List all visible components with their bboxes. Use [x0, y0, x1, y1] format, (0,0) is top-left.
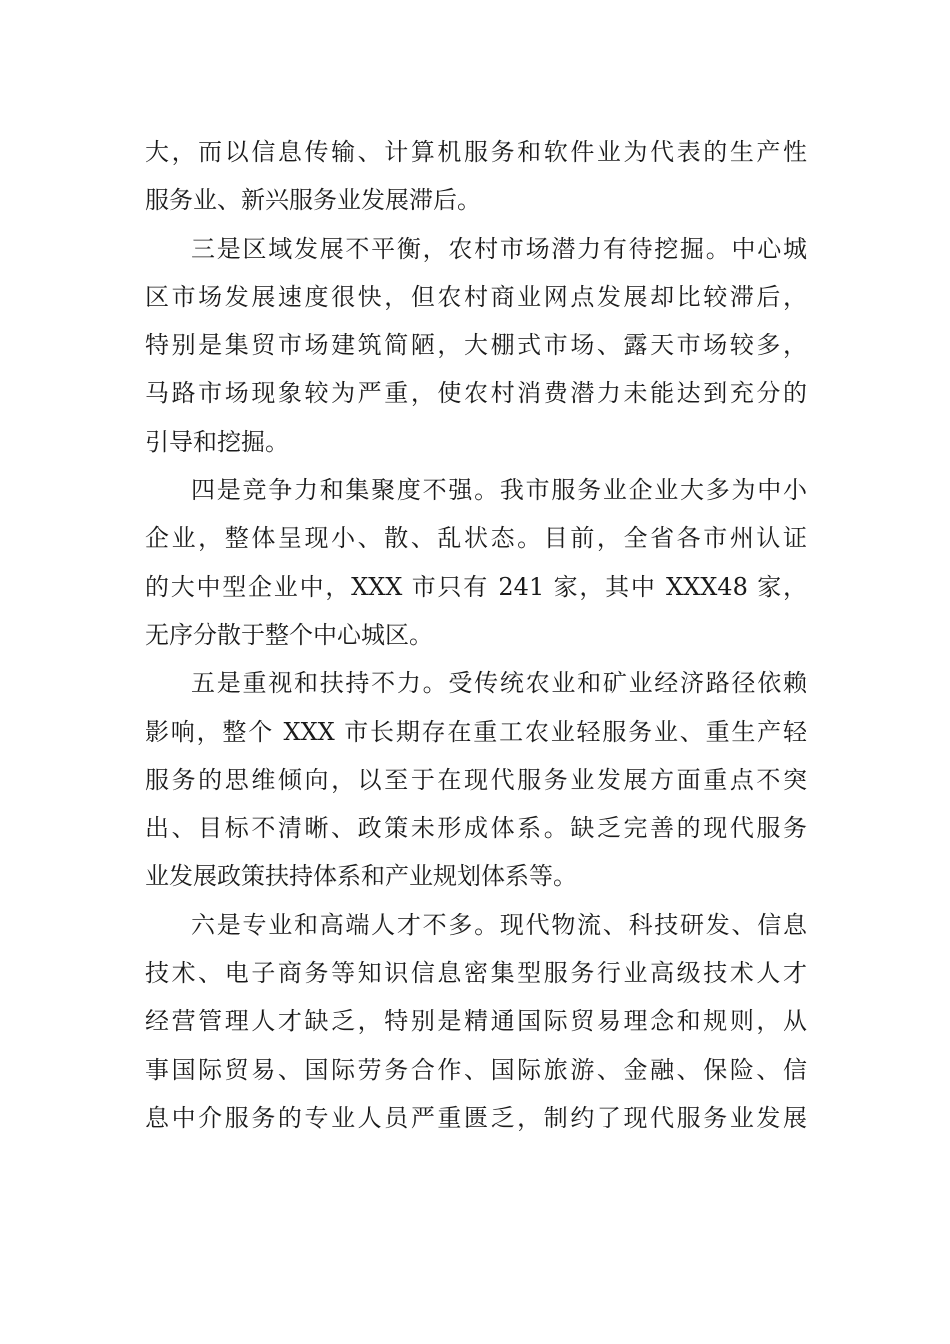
- body-text: [145, 128, 815, 1142]
- text-line: 服务业、新兴服务业发展滞后。: [145, 186, 481, 215]
- text-line: 事国际贸易、国际劳务合作、国际旅游、金融、保险、信: [145, 1055, 807, 1084]
- text-line: 特别是集贸市场建筑简陋，大棚式市场、露天市场较多，: [145, 331, 807, 360]
- text-line: 经营管理人才缺乏，特别是精通国际贸易理念和规则，从: [145, 1007, 807, 1036]
- text-line: 的大中型企业中，XXX 市只有 241 家，其中 XXX48 家，: [145, 572, 807, 601]
- text-line: 影响，整个 XXX 市长期存在重工农业轻服务业、重生产轻: [145, 717, 807, 746]
- paragraph-start-line: 四是竞争力和集聚度不强。我市服务业企业大多为中小: [191, 476, 807, 505]
- paragraph-start-line: 三是区域发展不平衡，农村市场潜力有待挖掘。中心城: [191, 234, 807, 263]
- text-line: 息中介服务的专业人员严重匮乏，制约了现代服务业发展: [145, 1103, 807, 1132]
- text-line: 业发展政策扶持体系和产业规划体系等。: [145, 862, 577, 891]
- text-line: 无序分散于整个中心城区。: [145, 620, 433, 649]
- text-line: 区市场发展速度很快，但农村商业网点发展却比较滞后，: [145, 282, 807, 311]
- text-line: 企业，整体呈现小、散、乱状态。目前，全省各市州认证: [145, 524, 807, 553]
- text-line: 引导和挖掘。: [145, 427, 289, 456]
- paragraph-start-line: 五是重视和扶持不力。受传统农业和矿业经济路径依赖: [191, 669, 807, 698]
- text-line: 大，而以信息传输、计算机服务和软件业为代表的生产性: [145, 138, 807, 166]
- text-line: 出、目标不清晰、政策未形成体系。缺乏完善的现代服务: [145, 814, 807, 843]
- text-line: 服务的思维倾向，以至于在现代服务业发展方面重点不突: [145, 765, 807, 794]
- text-line: 技术、电子商务等知识信息密集型服务行业高级技术人才: [145, 959, 807, 988]
- text-line: 马路市场现象较为严重，使农村消费潜力未能达到充分的: [145, 379, 807, 408]
- paragraph-start-line: 六是专业和高端人才不多。现代物流、科技研发、信息: [191, 910, 807, 939]
